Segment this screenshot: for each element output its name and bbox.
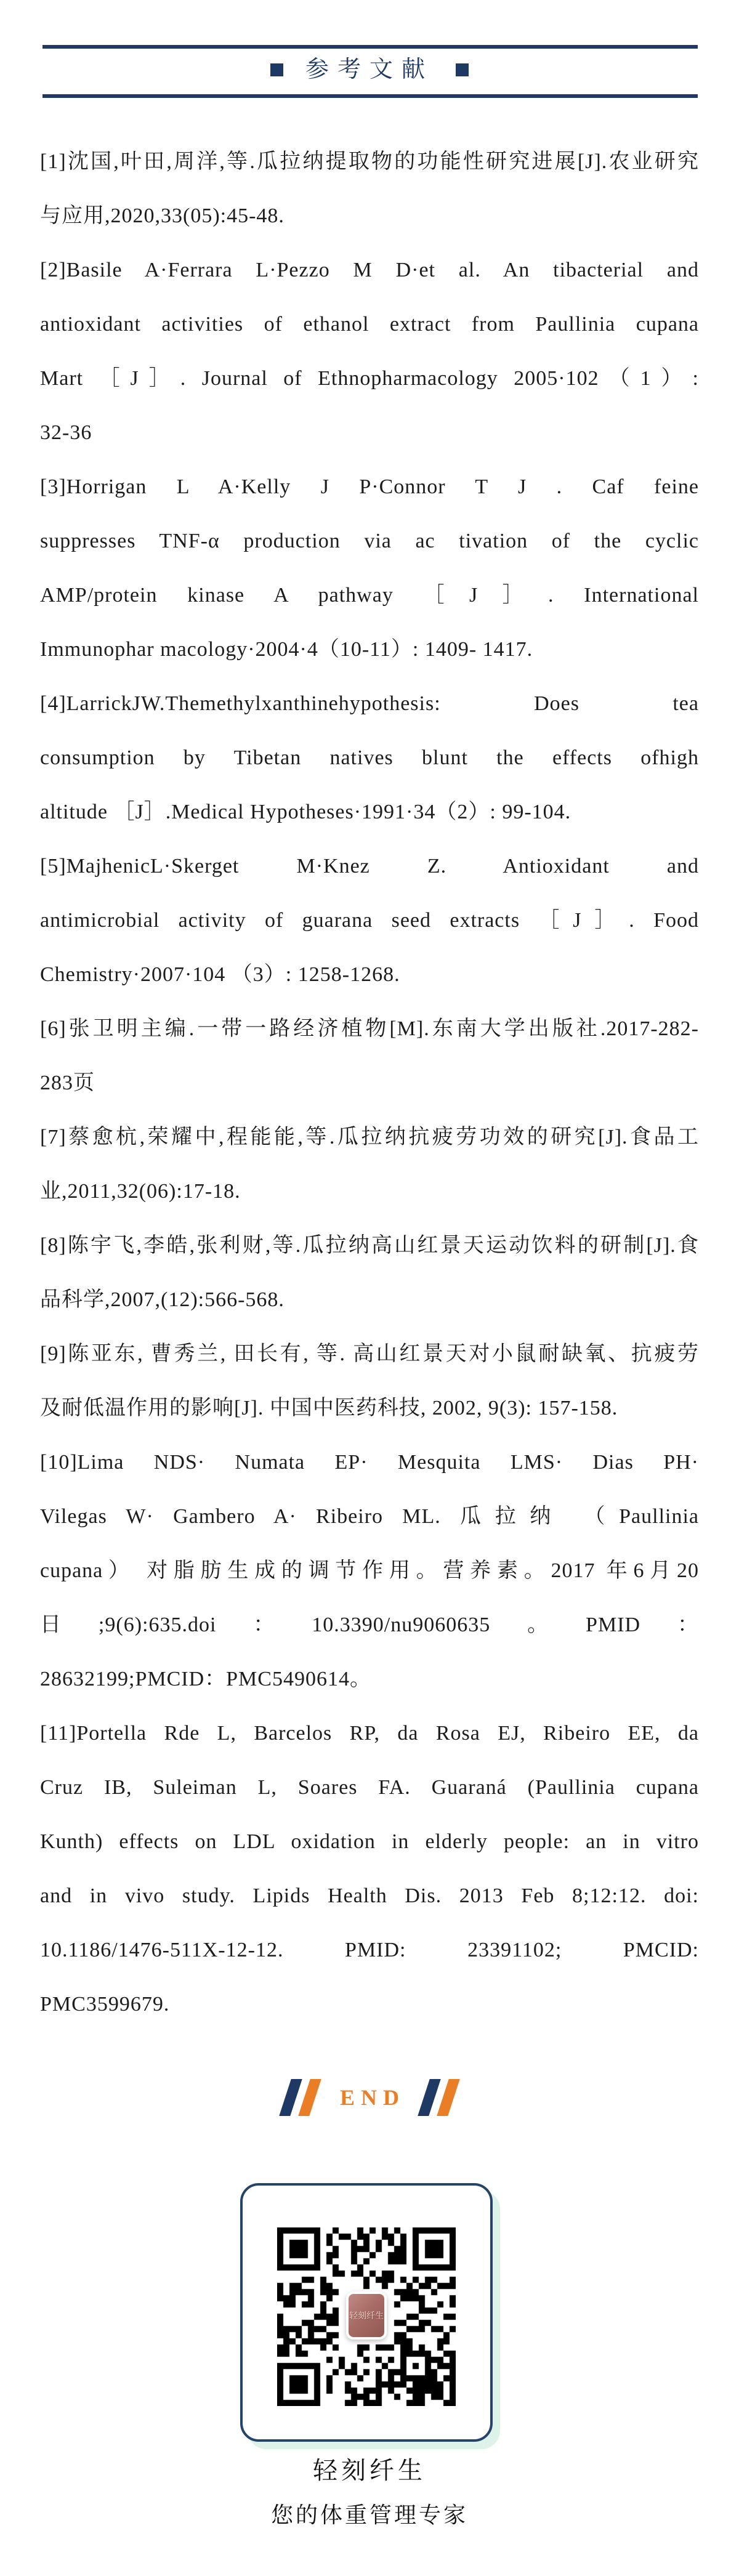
reference-line: suppresses TNF-α production via ac tivation of the cyclic — [40, 530, 699, 552]
reference-line: [10]Lima NDS· Numata EP· Mesquita LMS· Dias PH· — [40, 1451, 699, 1474]
slanted-bar-icon — [418, 2079, 440, 2116]
reference-line: [2]Basile A·Ferrara L·Pezzo M D·et al. An tibacterial and — [40, 259, 699, 281]
brand-name: 轻刻纤生 — [313, 2457, 426, 2484]
brand-tagline: 您的体重管理专家 — [270, 2502, 468, 2527]
reference-line: antimicrobial activity of guarana seed extracts ［J］. Food — [40, 909, 699, 932]
reference-line: 10.1186/1476-511X-12-12. PMID: 23391102; PMCID: — [40, 1939, 699, 1961]
reference-line: 28632199;PMCID：PMC5490614。 — [40, 1668, 371, 1690]
reference-line: 及耐低温作用的影响[J]. 中国中医药科技, 2002, 9(3): 157-158. — [40, 1397, 618, 1419]
reference-line: 与应用,2020,33(05):45-48. — [40, 204, 285, 227]
reference-line: [7]蔡愈杭,荣耀中,程能能,等.瓜拉纳抗疲劳功效的研究[J].食品工 — [40, 1126, 699, 1149]
reference-line: 32-36 — [40, 421, 92, 444]
reference-line: 日;9(6):635.doi：10.3390/nu9060635。PMID： — [40, 1613, 699, 1636]
reference-line: Chemistry·2007·104 （3）: 1258-1268. — [40, 963, 400, 986]
reference-line: [6]张卫明主编.一带一路经济植物[M].东南大学出版社.2017-282- — [40, 1017, 699, 1040]
reference-line: [5]MajhenicL·Skerget M·Knez Z. Antioxidant and — [40, 855, 699, 878]
square-bullet-icon — [456, 63, 469, 76]
reference-line: 283页 — [40, 1072, 95, 1094]
qr-code-card — [240, 2183, 493, 2442]
slanted-bar-icon — [279, 2079, 302, 2116]
slanted-bar-icon — [298, 2079, 321, 2116]
end-left-bars-icon — [285, 2079, 315, 2116]
reference-line: and in vivo study. Lipids Health Dis. 2013 Feb 8;12:12. doi: — [40, 1884, 699, 1907]
reference-line: Immunophar macology·2004·4（10-11）: 1409- 1417. — [40, 638, 533, 661]
reference-line: 业,2011,32(06):17-18. — [40, 1180, 241, 1203]
top-divider — [42, 45, 698, 49]
slanted-bar-icon — [437, 2079, 459, 2116]
reference-line: [1]沈国,叶田,周洋,等.瓜拉纳提取物的功能性研究进展[J].农业研究 — [40, 150, 699, 173]
reference-line: Kunth) effects on LDL oxidation in elderly people: an in vitro — [40, 1830, 699, 1853]
reference-line: [8]陈宇飞,李皓,张利财,等.瓜拉纳高山红景天运动饮料的研制[J].食 — [40, 1234, 699, 1257]
section-header — [0, 53, 739, 86]
reference-line: Cruz IB, Suleiman L, Soares FA. Guaraná (Paullinia cupana — [40, 1776, 699, 1799]
reference-line: [3]Horrigan L A·Kelly J P·Connor T J . Caf feine — [40, 475, 699, 498]
footer — [0, 2456, 739, 2529]
end-right-bars-icon — [424, 2079, 454, 2116]
section-title: 参考文献 — [305, 57, 434, 83]
bottom-divider — [42, 94, 698, 98]
end-marker — [0, 2074, 739, 2121]
reference-line: consumption by Tibetan natives blunt the effects ofhigh — [40, 746, 699, 769]
reference-line: antioxidant activities of ethanol extract from Paullinia cupana — [40, 313, 699, 336]
end-label: END — [339, 2085, 405, 2110]
reference-line: PMC3599679. — [40, 1993, 170, 2016]
reference-line: [4]LarrickJW.Themethylxanthinehypothesis: Does tea — [40, 692, 699, 715]
reference-line: altitude ［J］.Medical Hypotheses·1991·34（2）: 99-104. — [40, 801, 571, 823]
reference-line: cupana） 对脂肪生成的调节作用。营养素。2017 年6月20 — [40, 1559, 699, 1582]
reference-line: [11]Portella Rde L, Barcelos RP, da Rosa EJ, Ribeiro EE, da — [40, 1722, 699, 1745]
references-list — [40, 135, 699, 2032]
qr-center-logo — [346, 2291, 387, 2340]
reference-line: Mart ［J］. Journal of Ethnopharmacology 2005·102（1）: — [40, 367, 699, 390]
reference-line: 品科学,2007,(12):566-568. — [40, 1288, 285, 1311]
square-bullet-icon — [270, 63, 283, 76]
reference-line: Vilegas W· Gambero A· Ribeiro ML. 瓜拉纳 （Paullinia — [40, 1505, 699, 1528]
reference-line: AMP/protein kinase A pathway ［J］. International — [40, 584, 699, 607]
reference-line: [9]陈亚东, 曹秀兰, 田长有, 等. 高山红景天对小鼠耐缺氧、抗疲劳 — [40, 1343, 699, 1365]
qr-logo-text: 轻刻纤生 — [349, 2311, 384, 2320]
